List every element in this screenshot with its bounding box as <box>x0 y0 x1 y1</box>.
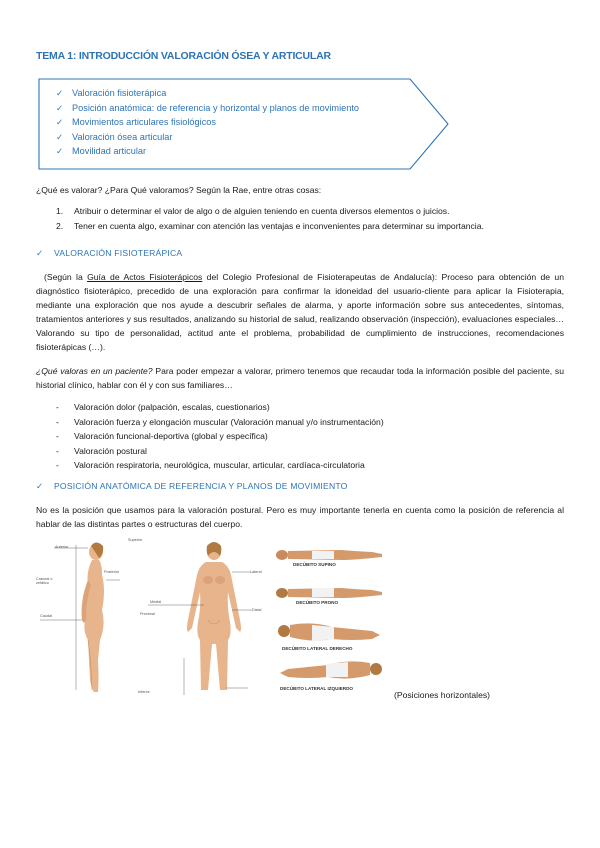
figure-label: Craneal o cefálico <box>36 577 53 585</box>
position-label: DECÚBITO SUPINO <box>293 562 336 567</box>
side-view-body-illustration <box>82 543 104 693</box>
toc-item <box>56 144 359 159</box>
definition-item <box>56 219 576 233</box>
lateral-right-body-illustration <box>278 623 380 641</box>
list-item <box>56 400 384 415</box>
check-icon: ✓ <box>36 481 44 491</box>
posicion-paragraph: No es la posición que usamos para la valoración postural. Pero es muy importante tenerla en cuenta como la posición de referencia al hablar de las distintas partes o estructuras del cuerpo. <box>36 505 564 529</box>
figure-label: Distal <box>252 608 262 612</box>
toc-item-label: Movilidad articular <box>72 146 147 157</box>
paragraph-text: Para poder empezar a valorar, primero tenemos que recaudar toda la información posible del paciente, su historial clínico, hablar con él y con sus familiares… <box>36 366 564 390</box>
section-heading-posicion <box>36 481 348 492</box>
lateral-left-body-illustration <box>280 661 382 678</box>
dash-bullet: - <box>56 445 59 456</box>
list-item-label: Valoración postural <box>74 445 147 456</box>
prone-body-illustration <box>276 588 382 598</box>
list-item <box>56 444 384 459</box>
definition-number: 2. <box>56 221 64 231</box>
paragraph-text: (Según la <box>44 272 88 282</box>
figure-label: Proximal <box>140 612 155 616</box>
position-label: DECÚBITO LATERAL DERECHO <box>282 646 353 651</box>
toc-item-label: Posición anatómica: de referencia y horizontal y planos de movimiento <box>72 102 360 113</box>
dash-bullet: - <box>56 416 59 427</box>
list-item <box>56 429 384 444</box>
dash-bullet: - <box>56 431 59 442</box>
toc-item <box>56 101 359 116</box>
toc-item-label: Movimientos articulares fisiológicos <box>72 117 216 128</box>
check-icon: ✓ <box>56 146 64 157</box>
figure-label: Inferior <box>138 690 150 694</box>
list-item <box>56 458 384 473</box>
definition-number: 1. <box>56 206 64 216</box>
toc-item-label: Valoración ósea articular <box>72 131 173 142</box>
figure-label: Superior <box>128 538 143 542</box>
list-item-label: Valoración funcional-deportiva (global y específica) <box>74 431 268 442</box>
front-view-body-illustration <box>187 542 241 690</box>
check-icon: ✓ <box>56 102 64 113</box>
check-icon: ✓ <box>36 248 44 258</box>
figure-label: Caudal <box>40 614 53 618</box>
figure-label: Posterior <box>104 570 120 574</box>
section-heading-label: VALORACIÓN FISIOTERÁPICA <box>54 248 183 258</box>
dash-bullet: - <box>56 402 59 412</box>
paragraph-question: ¿Qué valoras en un paciente? <box>36 366 153 376</box>
question-paragraph <box>36 364 564 392</box>
valoracion-list <box>56 400 384 473</box>
dash-bullet: - <box>56 460 59 471</box>
figure-label: Lateral <box>250 570 262 574</box>
figure-label: Anterior <box>55 545 69 549</box>
document-title: TEMA 1: INTRODUCCIÓN VALORACIÓN ÓSEA Y ARTICULAR <box>36 50 331 62</box>
list-item-label: Valoración dolor (palpación, escalas, cuestionarios) <box>74 402 270 412</box>
toc-item-label: Valoración fisioterápica <box>72 88 167 98</box>
list-item-label: Valoración fuerza y elongación muscular (Valoración manual y/o instrumentación) <box>74 416 384 427</box>
section-heading-valoracion <box>36 248 182 259</box>
position-label: DECÚBITO PRONO <box>296 600 339 605</box>
anatomical-position-figure <box>36 540 276 700</box>
guia-link[interactable]: Guía de Actos Fisioterápicos <box>87 272 203 282</box>
definition-item <box>56 204 576 218</box>
toc-item <box>56 115 359 130</box>
check-icon: ✓ <box>56 117 64 128</box>
definition-text: Tener en cuenta algo, examinar con atención las ventajas e inconvenientes para determinar su importancia. <box>74 221 484 231</box>
section-heading-label: POSICIÓN ANATÓMICA DE REFERENCIA Y PLANOS DE MOVIMIENTO <box>54 481 348 491</box>
toc-item <box>56 130 359 145</box>
paragraph-text: del Colegio Profesional de Fisioterapeutas de Andalucía): Proceso para obtención de un diagnóstico fisioterápico, precedido de una exploración para confirmar la idoneidad del usuario-cliente para aplicar la Fisioterapia, mediante una exploración que nos ayude a descubrir señales de alarma, y aporte información sobre sus antecedentes, síntomas, tratamientos anteriores y sus resultados, analizando su historial de salud, realizando observación (inspección), evaluaciones especiales… Valorando su tipo de personalidad, actitud ante el problema, probabilidad de cumplimiento de instrucciones, recomendaciones fisioterápicas (…). <box>36 272 564 352</box>
position-label: DECÚBITO LATERAL IZQUIERDO <box>280 686 353 691</box>
toc-item <box>56 86 359 101</box>
check-icon: ✓ <box>56 131 64 142</box>
figure-caption: (Posiciones horizontales) <box>394 690 491 700</box>
list-item-label: Valoración respiratoria, neurológica, muscular, articular, cardíaca-circulatoria <box>74 460 365 471</box>
check-icon: ✓ <box>56 88 64 98</box>
figure-label: Medial <box>150 600 162 604</box>
intro-question: ¿Qué es valorar? ¿Para Qué valoramos? Según la Rae, entre otras cosas: <box>36 185 322 195</box>
list-item <box>56 415 384 430</box>
definition-text: Atribuir o determinar el valor de algo o de alguien teniendo en cuenta diversos elementos o juicios. <box>74 206 450 216</box>
definition-paragraph <box>36 270 564 354</box>
supine-body-illustration <box>276 550 382 560</box>
toc-list <box>56 86 359 159</box>
